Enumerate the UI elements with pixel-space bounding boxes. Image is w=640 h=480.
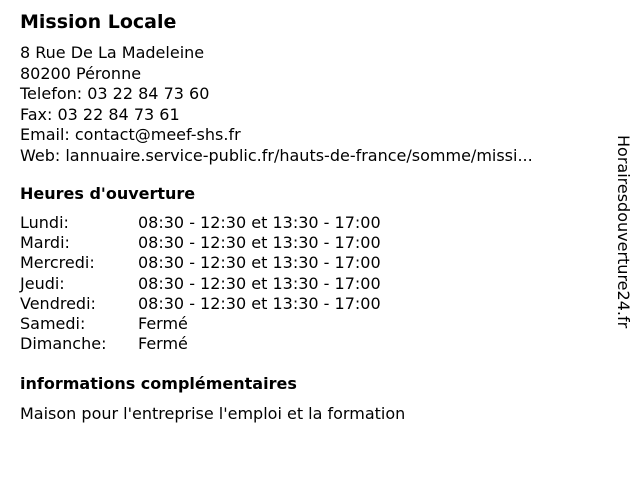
hours-value: 08:30 - 12:30 et 13:30 - 17:00	[138, 293, 381, 313]
fax-number: Fax: 03 22 84 73 61	[20, 104, 180, 124]
hours-value: Fermé	[138, 334, 188, 354]
additional-info-heading: informations complémentaires	[20, 374, 297, 393]
hours-value: 08:30 - 12:30 et 13:30 - 17:00	[138, 273, 381, 293]
phone-number: Telefon: 03 22 84 73 60	[20, 84, 210, 103]
hours-value: 08:30 - 12:30 et 13:30 - 17:00	[138, 233, 381, 253]
hours-value: Fermé	[138, 313, 188, 333]
hours-value: 08:30 - 12:30 et 13:30 - 17:00	[138, 253, 381, 273]
website-link[interactable]: Web: lannuaire.service-public.fr/hauts-de-france/somme/missi...	[20, 145, 533, 165]
postal-city: 80200 Péronne	[20, 63, 142, 83]
day-label: Samedi:	[20, 313, 86, 333]
page-title: Mission Locale	[20, 11, 177, 33]
day-label: Lundi:	[20, 213, 69, 232]
day-label: Mardi:	[20, 233, 70, 253]
site-watermark	[612, 135, 634, 375]
day-label: Mercredi:	[20, 253, 95, 273]
hours-value: 08:30 - 12:30 et 13:30 - 17:00	[138, 213, 381, 232]
watermark-text: Horairesdouverture24.fr	[614, 135, 633, 329]
day-label: Jeudi:	[20, 273, 65, 293]
day-label: Dimanche:	[20, 334, 107, 354]
opening-hours-heading: Heures d'ouverture	[20, 184, 196, 203]
additional-info-text: Maison pour l'entreprise l'emploi et la formation	[20, 404, 406, 423]
day-label: Vendredi:	[20, 293, 96, 313]
street-address: 8 Rue De La Madeleine	[20, 43, 205, 62]
contact-info	[20, 43, 533, 166]
email-address: Email: contact@meef-shs.fr	[20, 125, 241, 144]
